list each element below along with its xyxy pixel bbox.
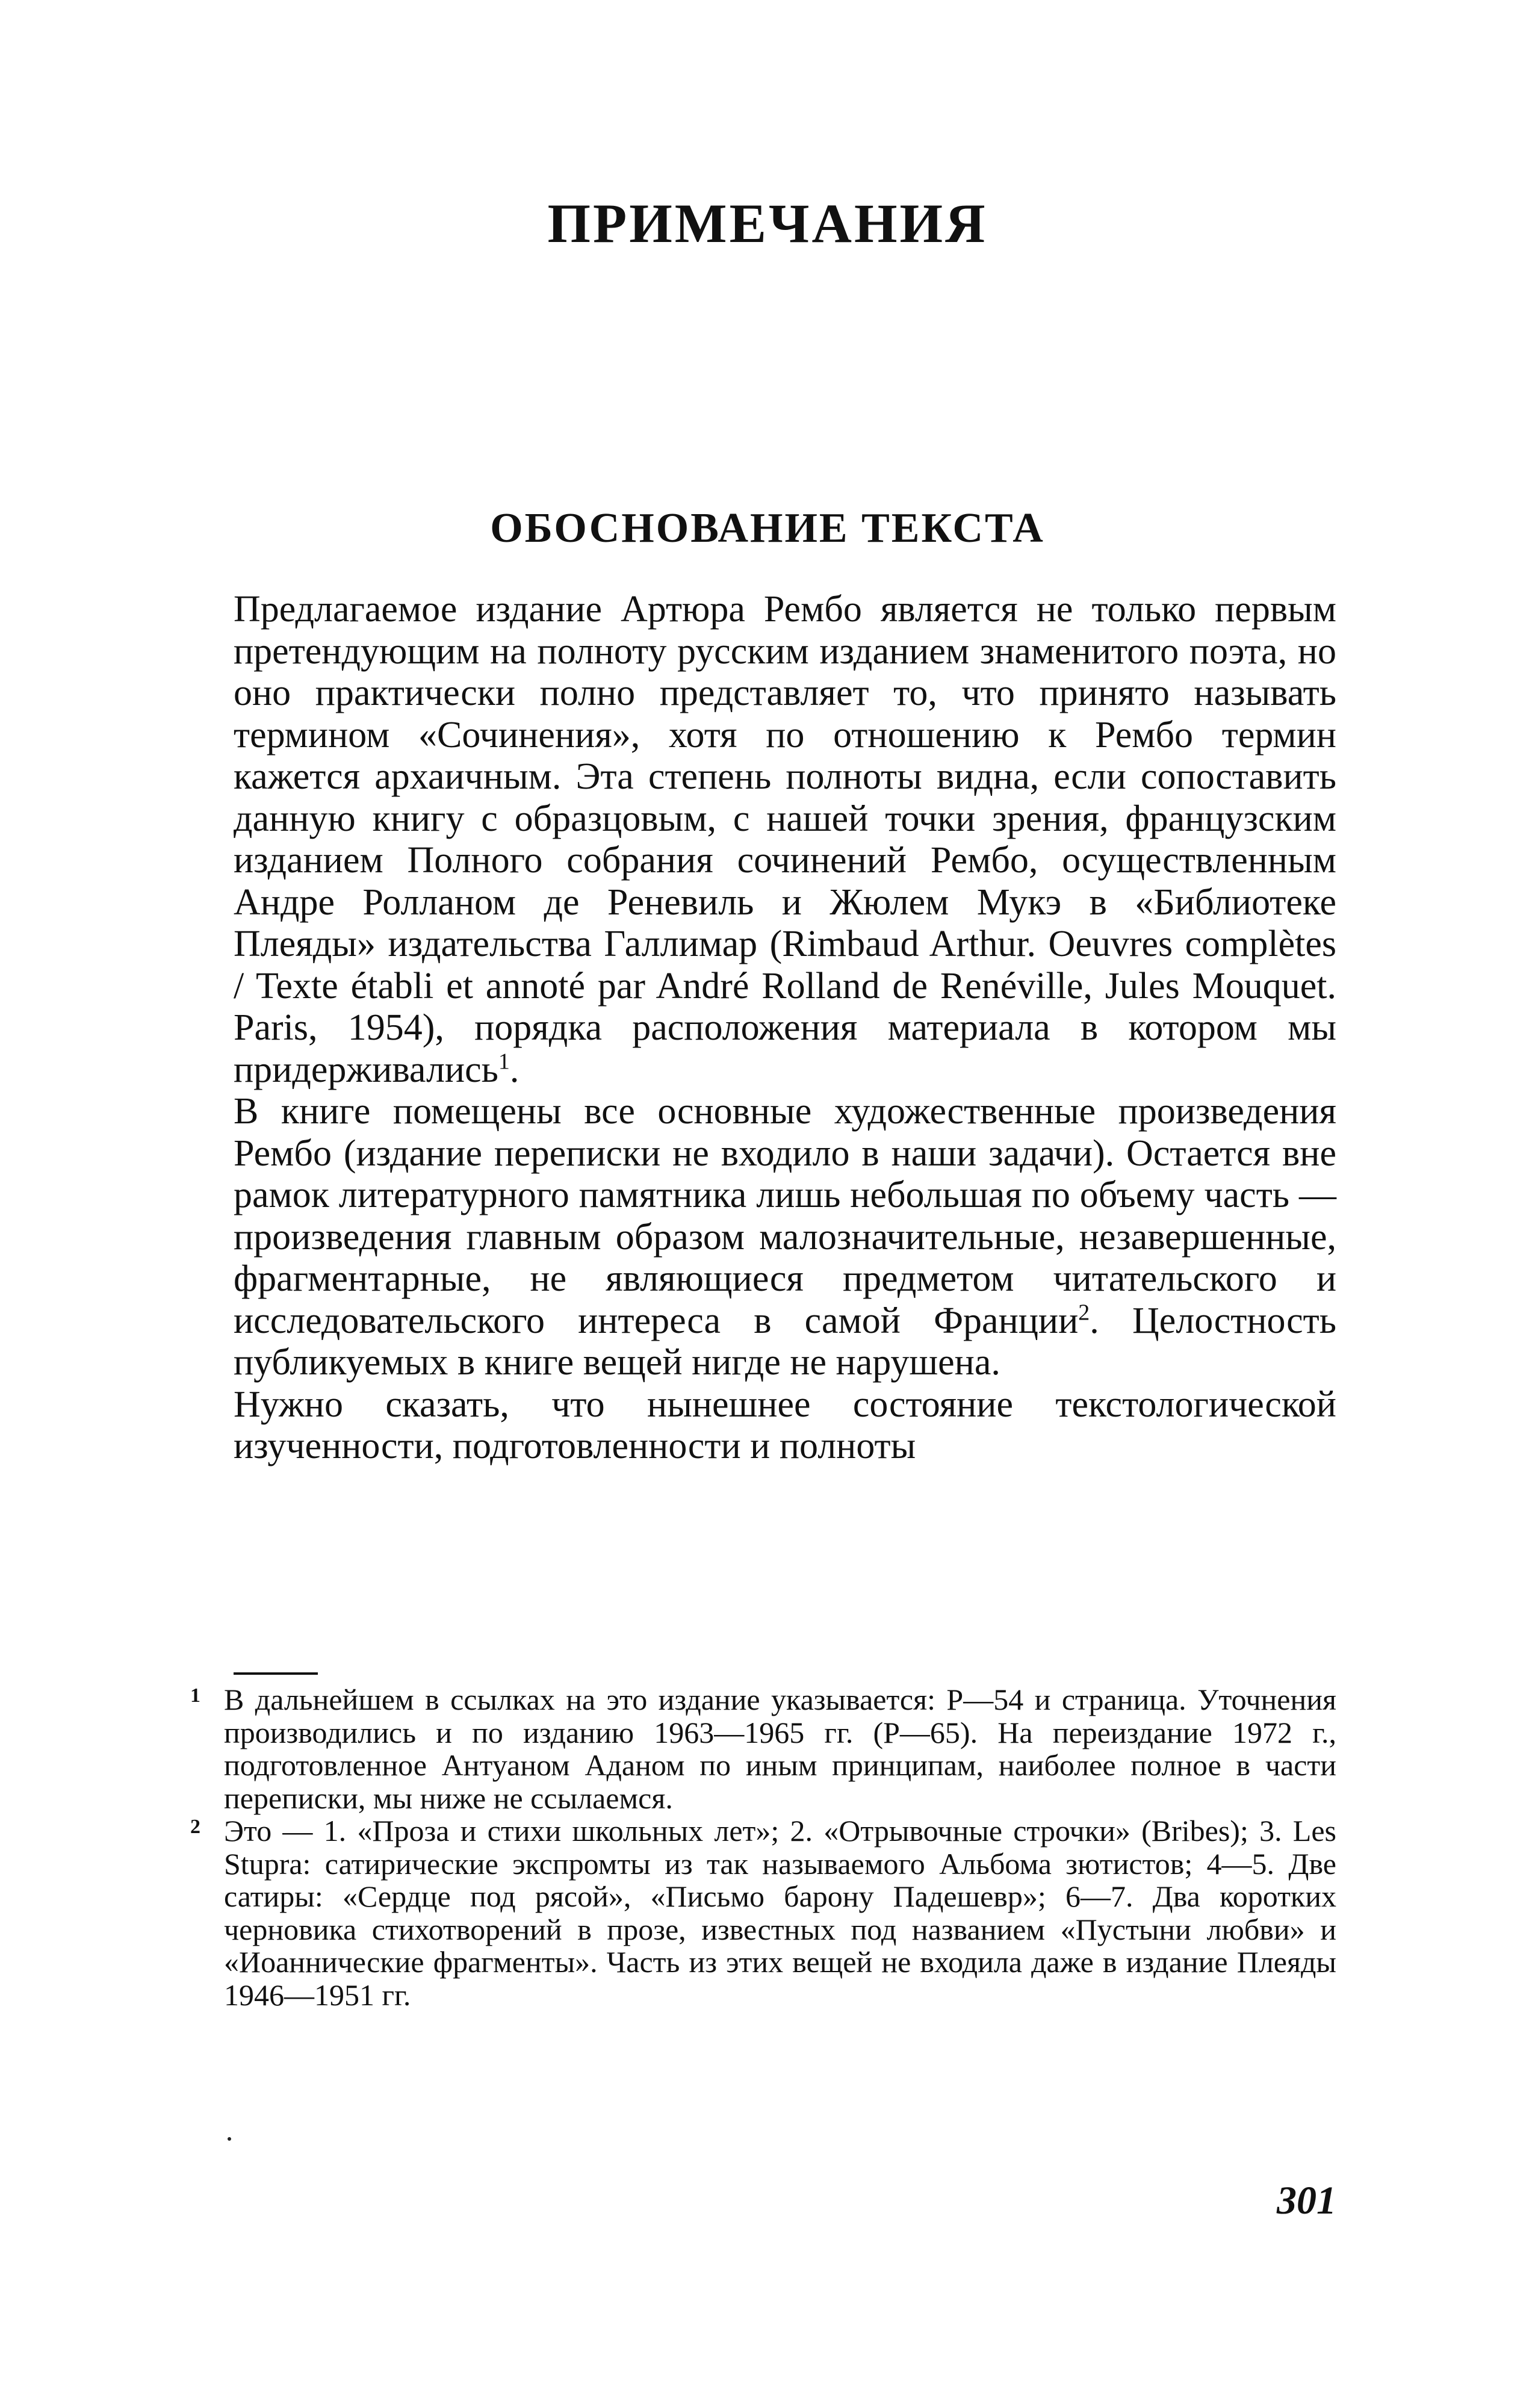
page-number: 301 — [1277, 2179, 1336, 2223]
paragraph — [234, 1091, 1336, 1384]
paragraph-text: Предлагаемое издание Артюра Рембо является не только первым претендующим на полноту русским изданием знаменитого поэта, но оно практически полно представляет то, что принято называть термином «Сочинения», хотя по отношению к Рембо термин кажется архаичным. Эта степень полноты видна, если сопоставить данную книгу с образцовым, с нашей точки зрения, французским изданием Полного собрания сочинений Рембо, осуществленным Андре Ролланом де Реневиль и Жюлем Мукэ в «Библиотеке Плеяды» издательства Галлимар (Rimbaud Arthur. Oeuvres complètes / Texte établi et annoté par André Rolland de Renéville, Jules Mouquet. Paris, 1954), порядка расположения материала в котором мы придерживались — [234, 589, 1336, 1090]
footnote-text: В дальнейшем в ссылках на это издание указывается: Р—54 и страница. Уточнения производились и по изданию 1963—1965 гг. (Р—65). На переиздание 1972 г., подготовленное Антуаном Аданом по иным принципам, наиболее полное в части переписки, мы ниже не ссылаемся. — [224, 1683, 1336, 1815]
footnote-marker: 1 — [190, 1684, 200, 1707]
footnote-ref: 2 — [1078, 1299, 1090, 1325]
print-speck — [228, 2137, 231, 2141]
chapter-title: ПРИМЕЧАНИЯ — [547, 193, 988, 254]
footnote — [181, 1683, 1336, 1814]
section-title: ОБОСНОВАНИЕ ТЕКСТА — [490, 505, 1045, 551]
paragraph — [234, 589, 1336, 1091]
paragraph-end: . — [509, 1049, 519, 1090]
paragraph — [234, 1384, 1336, 1468]
footnote-ref: 1 — [498, 1048, 510, 1074]
footnote-divider — [234, 1672, 318, 1675]
footnote — [181, 1814, 1336, 2011]
paragraph-text: Нужно сказать, что нынешнее состояние текстологической изученности, подготовленности и полноты — [234, 1383, 1336, 1466]
body-text — [234, 589, 1336, 1468]
footnotes — [181, 1683, 1336, 2011]
footnote-text: Это — 1. «Проза и стихи школьных лет»; 2. «Отрывочные строчки» (Bribes); 3. Les Stupra: сатирические экспромты из так называемого Альбома зютистов; 4—5. Две сатиры: «Сердце под рясой», «Письмо барону Падешевр»; 6—7. Два коротких черновика стихотворений в прозе, известных под названием «Пустыни любви» и «Иоаннические фрагменты». Часть из этих вещей не входила даже в издание Плеяды 1946—1951 гг. — [224, 1814, 1336, 2012]
paragraph-end: . Целостность публикуемых в книге вещей нигде не нарушена. — [234, 1300, 1336, 1383]
footnote-marker: 2 — [190, 1816, 200, 1838]
paragraph-text: В книге помещены все основные художественные произведения Рембо (издание переписки не входило в наши задачи). Остается вне рамок литературного памятника лишь небольшая по объему часть — произведения главным образом малозначительные, незавершенные, фрагментарные, не являющиеся предметом читательского и исследовательского интереса в самой Франции — [234, 1091, 1336, 1341]
